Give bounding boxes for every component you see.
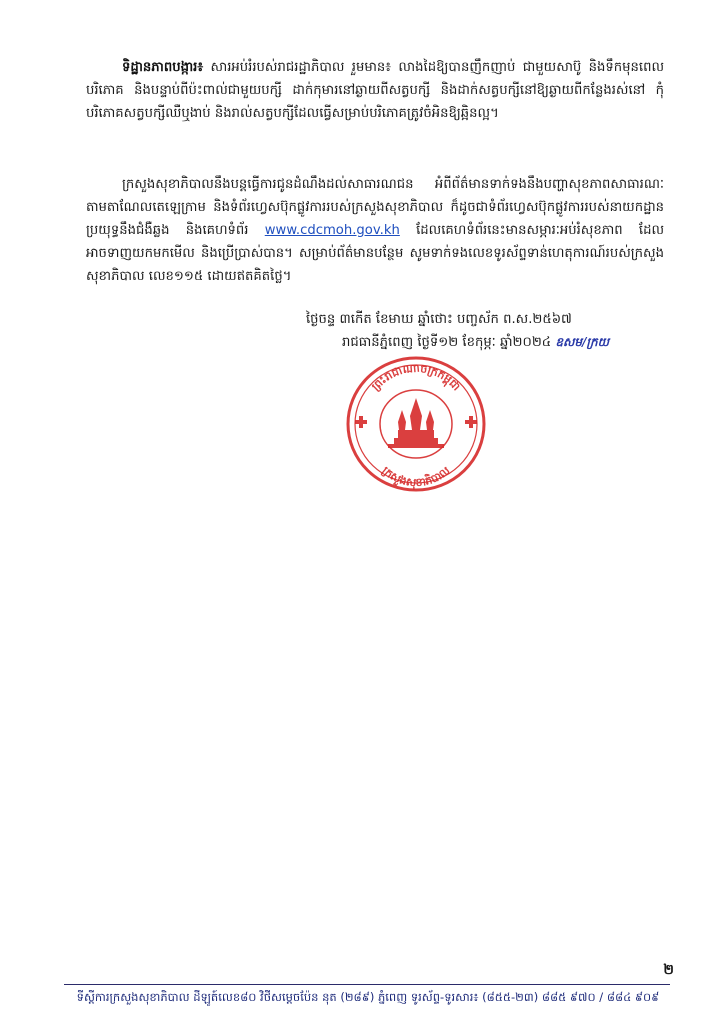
- prevention-text: សារអប់រំរបស់រាជរដ្ឋាភិបាល រួមមាន៖ លាងដៃឱ្យបានញឹកញាប់ ជាមួយសាប៊ូ និងទឹកមុនពេលបរិភោគ និងបន្ទាប់ពីប៉ះពាល់ជាមួយបក្សី ដាក់កុមារនៅឆ្ងាយពីសត្វបក្សី និងដាក់សត្វបក្សីនៅឱ្យឆ្ងាយពីកន្លែងរស់នៅ កុំបរិភោគសត្វបក្សីឈឺឬងាប់ និងរាល់សត្វបក្សីដែលធ្វើសម្រាប់បរិភោគត្រូវចំអិនឱ្យឆ្អិនល្អ។: [86, 60, 664, 121]
- stamp-top-text: ព្រះរាជាណាចក្រកម្ពុជា: [369, 361, 464, 394]
- footer-address: ទីស្តីការក្រសួងសុខាភិបាល ដីឡូត៍លេខ៨០ ​​វិថីសម្តេចប៉ែន នុត (២៨៩) ភ្នំពេញ ទូរស័ព្ទ-ទូរសារ៖ (៨៥៥-២៣) ៨៨៥ ៩៧០ / ៨៨៤ ៩០៩: [76, 990, 660, 1004]
- prevention-paragraph: [86, 56, 664, 125]
- solar-date: រាជធានីភ្នំពេញ ថ្ងៃទី១២ ខែកុម្ភៈ ឆ្នាំ២០២៤: [342, 335, 552, 350]
- announcement-paragraph: [86, 173, 664, 288]
- lunar-date: ថ្ងៃចន្ទ ៣កើត ខែមាឃ ឆ្នាំថោះ បញ្ចស័ក ព.ស.២៥៦៧: [306, 312, 572, 327]
- page-number: ២: [663, 962, 674, 978]
- announcement-text-start: ក្រសួងសុខាភិបាលនឹងបន្តធ្វើការជូនដំណឹងដល់សាធារណជន អំពីព័ត៌មានទាក់ទងនឹងបញ្ហាសុខភាពសាធារណៈ តាមតាណែលតេឡេក្រាម និងទំព័រហ្វេសប៊ុកផ្លូវការរបស់ក្រសួងសុខាភិបាល ក៏ដូចជាទំព័រហ្វេសប៊ុកផ្លូវការរបស់នាយកដ្ឋានប្រយុទ្ធនឹងជំងឺឆ្លង និងគេហទំព័រ: [86, 177, 664, 238]
- prevention-heading: ទិដ្ឋានភាពបង្ការ៖: [122, 60, 204, 75]
- angkor-temple-icon: [388, 398, 444, 448]
- stamp-bottom-text: ក្រសួងសុខាភិបាល: [379, 463, 453, 490]
- handwritten-reference: ឧសម/ក្រយ: [555, 335, 610, 349]
- footer-divider: [64, 984, 670, 985]
- ministry-seal-stamp: [336, 346, 496, 496]
- announcement-text-end: ដែលគេហទំព័រនេះមានសម្ភារៈអប់រំសុខភាព ដែលអាចទាញយកមកមើល និងប្រើប្រាស់បាន។ សម្រាប់ព័ត៌មានបន្ថែម សូមទាក់ទងលេខទូរស័ព្ទទាន់ហេតុការណ៍របស់ក្រសួងសុខាភិបាល លេខ១១៥ ដោយឥតគិតថ្លៃ។: [86, 223, 664, 284]
- website-link[interactable]: www.cdcmoh.gov.kh: [264, 223, 400, 238]
